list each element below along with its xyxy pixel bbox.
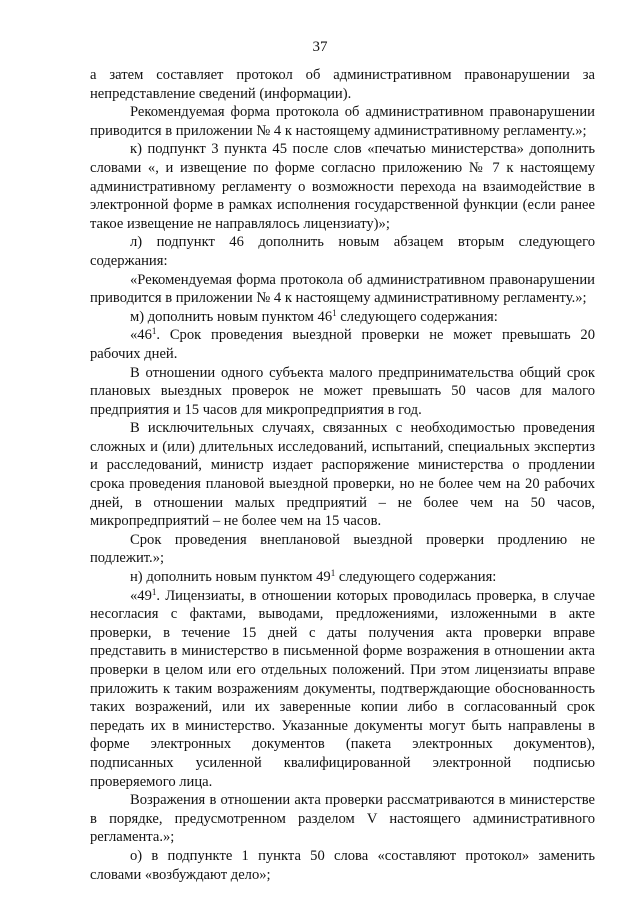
superscript: 1 (151, 586, 157, 597)
paragraph-text: следующего содержания: (335, 569, 497, 586)
paragraph-item-k: к) подпункт 3 пункта 45 после слов «печатью министерства» дополнить словами «, и извещение по форме согласно приложению № 7 к настоящему административному регламенту о возможности перехода на взаимодействие в электронной форме в рамках исполнения государственной функции (если ранее такое извещение не направлялось лицензиату)»; (90, 141, 595, 232)
paragraph-item-m (90, 308, 595, 327)
paragraph-text: н) дополнить новым пунктом 49 (130, 569, 331, 586)
paragraph: Срок проведения внеплановой выездной проверки продлению не подлежит.»; (90, 531, 595, 567)
superscript: 1 (151, 326, 157, 337)
paragraph-text: м) дополнить новым пунктом 46 (130, 308, 333, 325)
document-body (90, 66, 595, 884)
paragraph-text: . Срок проведения выездной проверки не может превышать 20 рабочих дней. (90, 327, 595, 362)
paragraph-clause-49-1 (90, 587, 595, 792)
paragraph-item-l: л) подпункт 46 дополнить новым абзацем вторым следующего содержания: (90, 234, 595, 269)
paragraph-continuation: а затем составляет протокол об административном правонарушении за непредставление сведений (информации). (90, 67, 595, 102)
paragraph-item-n (90, 568, 595, 587)
paragraph: Рекомендуемая форма протокола об административном правонарушении приводится в приложении № 4 к настоящему административному регламенту.»; (90, 104, 595, 139)
page-number: 37 (312, 39, 328, 55)
paragraph: В отношении одного субъекта малого предпринимательства общий срок плановых выездных проверок не может превышать 50 часов для малого предприятия и 15 часов для микропредприятия в год. (90, 364, 595, 418)
paragraph: В исключительных случаях, связанных с необходимостью проведения сложных и (или) длительных исследований, испытаний, специальных экспертиз и расследований, министр издает распоряжение министерства о продлении срока проведения плановой выездной проверки, но не более чем на 20 рабочих дней, в отношении малых предприятий – не более чем на 50 часов, микропредприятий – не более чем на 15 часов. (90, 420, 595, 530)
superscript: 1 (332, 307, 337, 318)
paragraph: Возражения в отношении акта проверки рассматриваются в министерстве в порядке, предусмотренном разделом V настоящего административного регламента.»; (90, 792, 595, 846)
paragraph: «Рекомендуемая форма протокола об административном правонарушении приводится в приложении № 4 к настоящему административному регламенту.»; (90, 271, 595, 307)
superscript: 1 (330, 568, 336, 579)
paragraph-text: «49 (130, 587, 152, 604)
paragraph-text: «46 (130, 327, 152, 344)
paragraph-text: . Лицензиаты, в отношении которых проводилась проверка, в случае несогласия с фактами, выводами, предложениями, изложенными в акте проверки, в течение 15 дней с даты получения акта проверки вправе представить в министерство в письменной форме возражения в отношении акта проверки в целом или его отдельных положений. При этом лицензиаты вправе приложить к таким возражениям документы, подтверждающие обоснованность таких возражений, или их заверенные копии либо в согласованный срок передать их в министерство. Указанные документы могут быть направлены в форме электронных документов (пакета электронных документов), подписанных усиленной квалифицированной электронной подписью проверяемого лица. (90, 587, 595, 790)
paragraph-clause-46-1 (90, 326, 595, 363)
paragraph-text: следующего содержания: (336, 308, 498, 325)
paragraph-item-o: о) в подпункте 1 пункта 50 слова «составляют протокол» заменить словами «возбуждают дело»; (90, 847, 595, 883)
